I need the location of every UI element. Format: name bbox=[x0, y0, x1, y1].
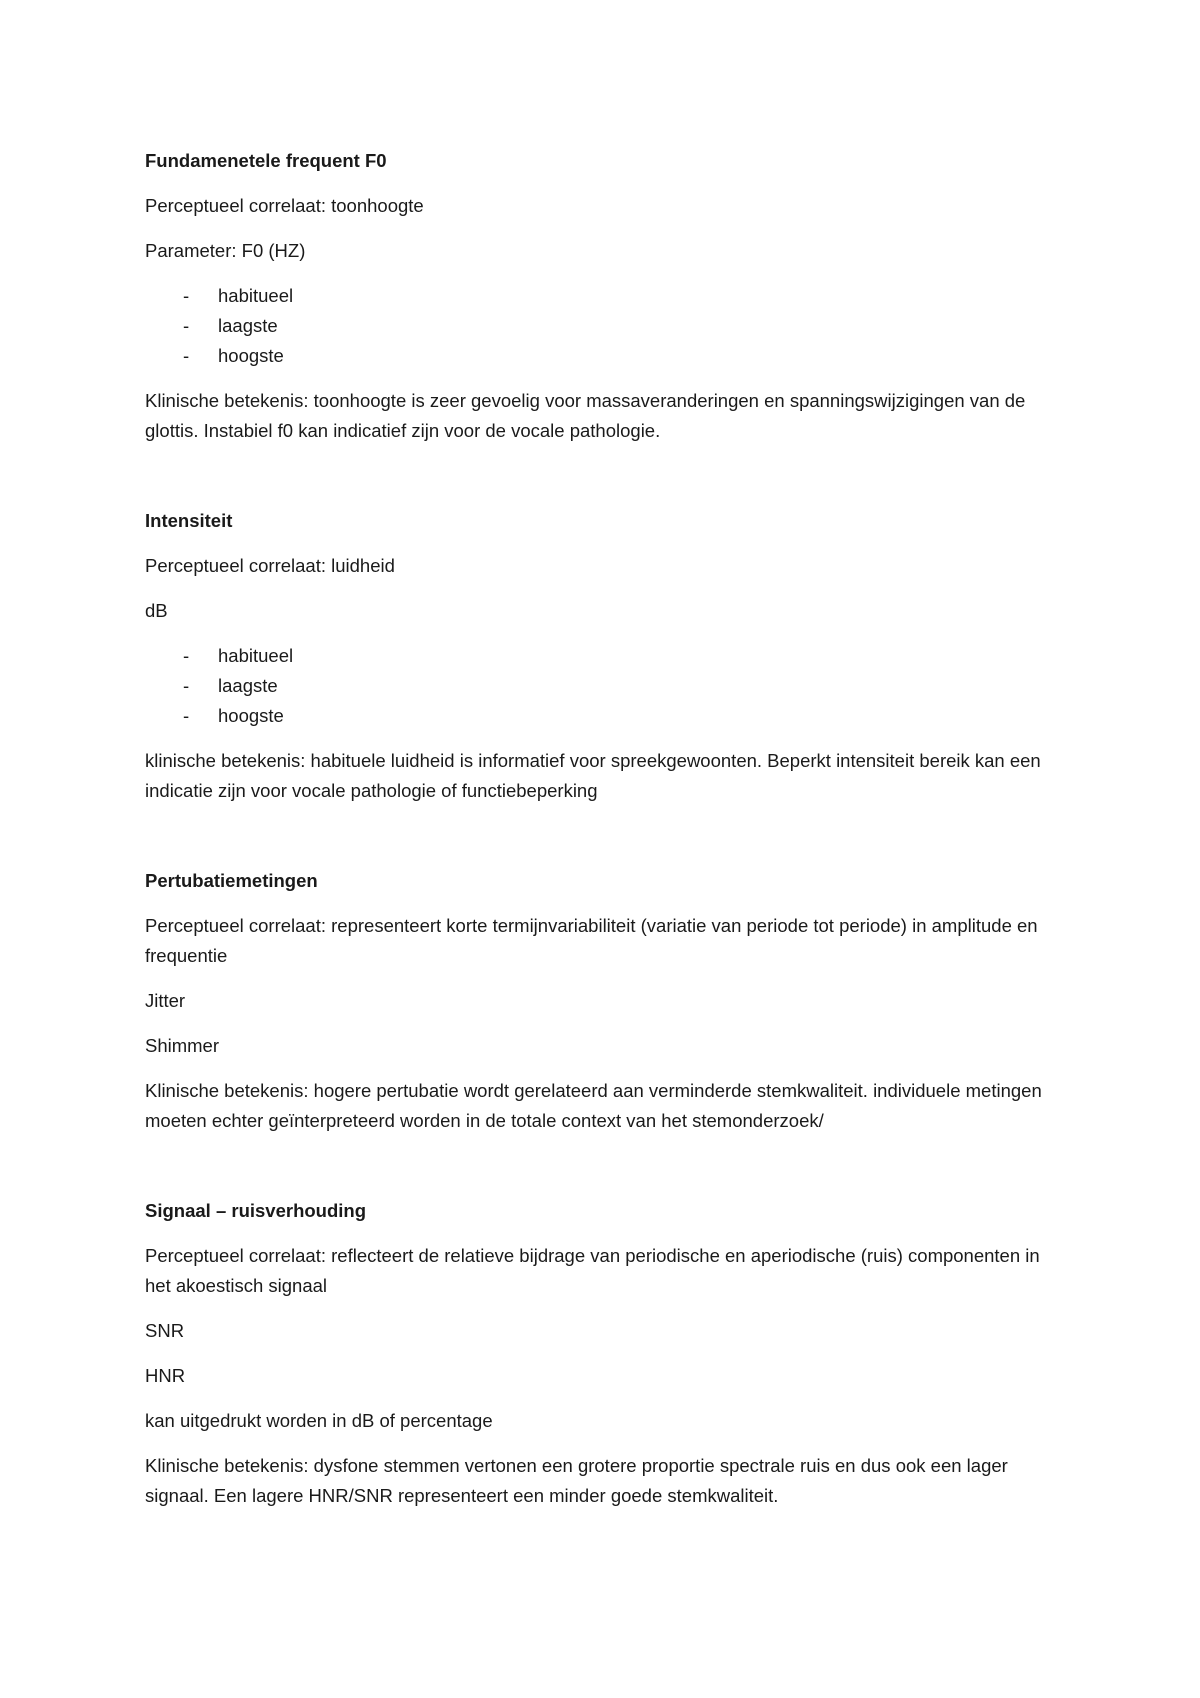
dash-bullet: - bbox=[183, 285, 190, 306]
unit-note: kan uitgedrukt worden in dB of percentage bbox=[145, 1410, 493, 1431]
clinical-meaning-f0: Klinische betekenis: toonhoogte is zeer gevoelig voor massaveranderingen en spanningswijzigingen van de glottis. Instabiel f0 kan indicatief zijn voor de vocale pathologie. bbox=[145, 390, 1026, 441]
list-item bbox=[145, 281, 1065, 311]
perceptual-correlate-f0: Perceptueel correlaat: toonhoogte bbox=[145, 195, 424, 216]
list-item-label: hoogste bbox=[218, 705, 284, 726]
section-spacer bbox=[145, 1151, 1065, 1196]
section-heading-perturbation: Pertubatiemetingen bbox=[145, 870, 318, 891]
list-item bbox=[145, 341, 1065, 371]
list-item-label: habitueel bbox=[218, 285, 294, 306]
section-spacer bbox=[145, 461, 1065, 506]
perceptual-correlate-snr: Perceptueel correlaat: reflecteert de relatieve bijdrage van periodische en aperiodische (ruis) componenten in het akoestisch signaal bbox=[145, 1245, 1040, 1296]
clinical-meaning-snr: Klinische betekenis: dysfone stemmen vertonen een grotere proportie spectrale ruis en dus ook een lager signaal. Een lagere HNR/SNR representeert een minder goede stemkwaliteit. bbox=[145, 1455, 1008, 1506]
section-heading-intensity: Intensiteit bbox=[145, 510, 233, 531]
list-item bbox=[145, 311, 1065, 341]
measure-snr: SNR bbox=[145, 1320, 185, 1341]
dash-bullet: - bbox=[183, 705, 190, 726]
list-item bbox=[145, 701, 1065, 731]
measure-list-intensity bbox=[145, 641, 1065, 731]
dash-bullet: - bbox=[183, 675, 190, 696]
section-heading-f0: Fundamenetele frequent F0 bbox=[145, 150, 387, 171]
section-heading-snr: Signaal – ruisverhouding bbox=[145, 1200, 367, 1221]
measure-list-f0 bbox=[145, 281, 1065, 371]
measure-hnr: HNR bbox=[145, 1365, 186, 1386]
perceptual-correlate-perturbation: Perceptueel correlaat: representeert korte termijnvariabiliteit (variatie van periode tot periode) in amplitude en frequentie bbox=[145, 915, 1038, 966]
clinical-meaning-intensity: klinische betekenis: habituele luidheid is informatief voor spreekgewoonten. Beperkt intensiteit bereik kan een indicatie zijn voor vocale pathologie of functiebeperking bbox=[145, 750, 1041, 801]
clinical-meaning-perturbation: Klinische betekenis: hogere pertubatie wordt gerelateerd aan verminderde stemkwaliteit. individuele metingen moeten echter geïnterpreteerd worden in de totale context van het stemonderzoek/ bbox=[145, 1080, 1042, 1131]
dash-bullet: - bbox=[183, 315, 190, 336]
list-item bbox=[145, 641, 1065, 671]
document-content bbox=[145, 146, 1065, 1526]
perceptual-correlate-intensity: Perceptueel correlaat: luidheid bbox=[145, 555, 395, 576]
dash-bullet: - bbox=[183, 645, 190, 666]
measure-shimmer: Shimmer bbox=[145, 1035, 220, 1056]
section-spacer bbox=[145, 821, 1065, 866]
list-item bbox=[145, 671, 1065, 701]
list-item-label: laagste bbox=[218, 675, 278, 696]
measure-jitter: Jitter bbox=[145, 990, 186, 1011]
parameter-f0: Parameter: F0 (HZ) bbox=[145, 240, 306, 261]
parameter-intensity: dB bbox=[145, 600, 168, 621]
list-item-label: habitueel bbox=[218, 645, 294, 666]
list-item-label: hoogste bbox=[218, 345, 284, 366]
list-item-label: laagste bbox=[218, 315, 278, 336]
dash-bullet: - bbox=[183, 345, 190, 366]
